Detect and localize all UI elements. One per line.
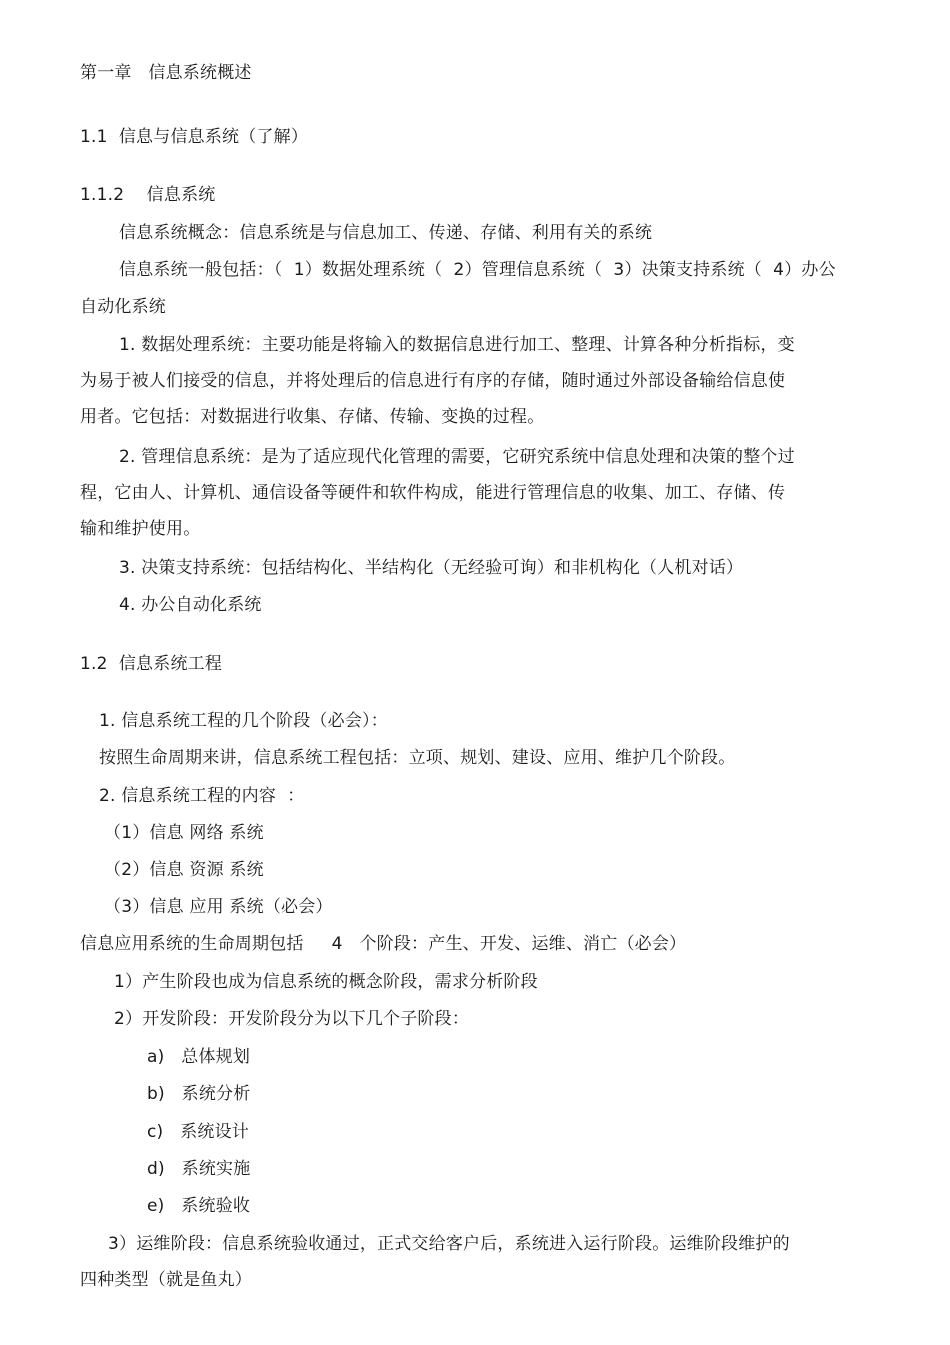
paragraph-line: 4. 办公自动化系统 — [119, 595, 262, 615]
list-item: 1）产生阶段也成为信息系统的概念阶段，需求分析阶段 — [114, 972, 538, 992]
list-item: 1. 信息系统工程的几个阶段（必会）： — [99, 711, 388, 731]
paragraph-line: 按照生命周期来讲，信息系统工程包括：立项、规划、建设、应用、维护几个阶段。 — [99, 748, 736, 768]
section-heading-1-1: 1.1 信息与信息系统（了解） — [80, 127, 309, 147]
paragraph-line: 2. 管理信息系统：是为了适应现代化管理的需要，它研究系统中信息处理和决策的整个过 — [119, 447, 795, 467]
list-item: 2）开发阶段：开发阶段分为以下几个子阶段： — [114, 1009, 470, 1029]
section-heading-1-2: 1.2 信息系统工程 — [80, 654, 223, 674]
chapter-title: 第一章 信息系统概述 — [80, 63, 252, 83]
paragraph-line: 3. 决策支持系统：包括结构化、半结构化（无经验可询）和非机构化（人机对话） — [119, 558, 744, 578]
paragraph-line: 信息系统概念：信息系统是与信息加工、传递、存储、利用有关的系统 — [119, 223, 653, 243]
subsection-heading-1-1-2: 1.1.2 信息系统 — [80, 185, 216, 205]
paragraph-line: 为易于被人们接受的信息，并将处理后的信息进行有序的存储，随时通过外部设备输给信息使 — [80, 371, 786, 391]
sub-list-item: b) 系统分析 — [147, 1084, 251, 1104]
list-item: （2）信息 资源 系统 — [104, 860, 264, 880]
list-item: （1）信息 网络 系统 — [104, 823, 264, 843]
paragraph-line: 信息系统一般包括：（ 1）数据处理系统（ 2）管理信息系统（ 3）决策支持系统（ 4）办公 — [119, 260, 836, 280]
paragraph-line: 用者。它包括：对数据进行收集、存储、传输、变换的过程。 — [80, 407, 545, 427]
paragraph-line: 1. 数据处理系统：主要功能是将输入的数据信息进行加工、整理、计算各种分析指标，变 — [119, 335, 795, 355]
list-item: 2. 信息系统工程的内容 ： — [99, 786, 305, 806]
paragraph-line: 输和维护使用。 — [80, 519, 201, 539]
list-item: 3）运维阶段：信息系统验收通过，正式交给客户后，系统进入运行阶段。运维阶段维护的 — [108, 1234, 790, 1254]
sub-list-item: d) 系统实施 — [147, 1159, 251, 1179]
paragraph-line: 程，它由人、计算机、通信设备等硬件和软件构成，能进行管理信息的收集、加工、存储、传 — [80, 483, 786, 503]
paragraph-line: 四种类型（就是鱼丸） — [80, 1270, 252, 1290]
sub-list-item: e) 系统验收 — [147, 1196, 251, 1216]
paragraph-line: 信息应用系统的生命周期包括 4 个阶段：产生、开发、运维、消亡（必会） — [80, 934, 687, 954]
sub-list-item: a) 总体规划 — [147, 1047, 251, 1067]
paragraph-line: 自动化系统 — [80, 297, 166, 317]
list-item: （3）信息 应用 系统（必会） — [104, 897, 333, 917]
sub-list-item: c) 系统设计 — [147, 1122, 249, 1142]
